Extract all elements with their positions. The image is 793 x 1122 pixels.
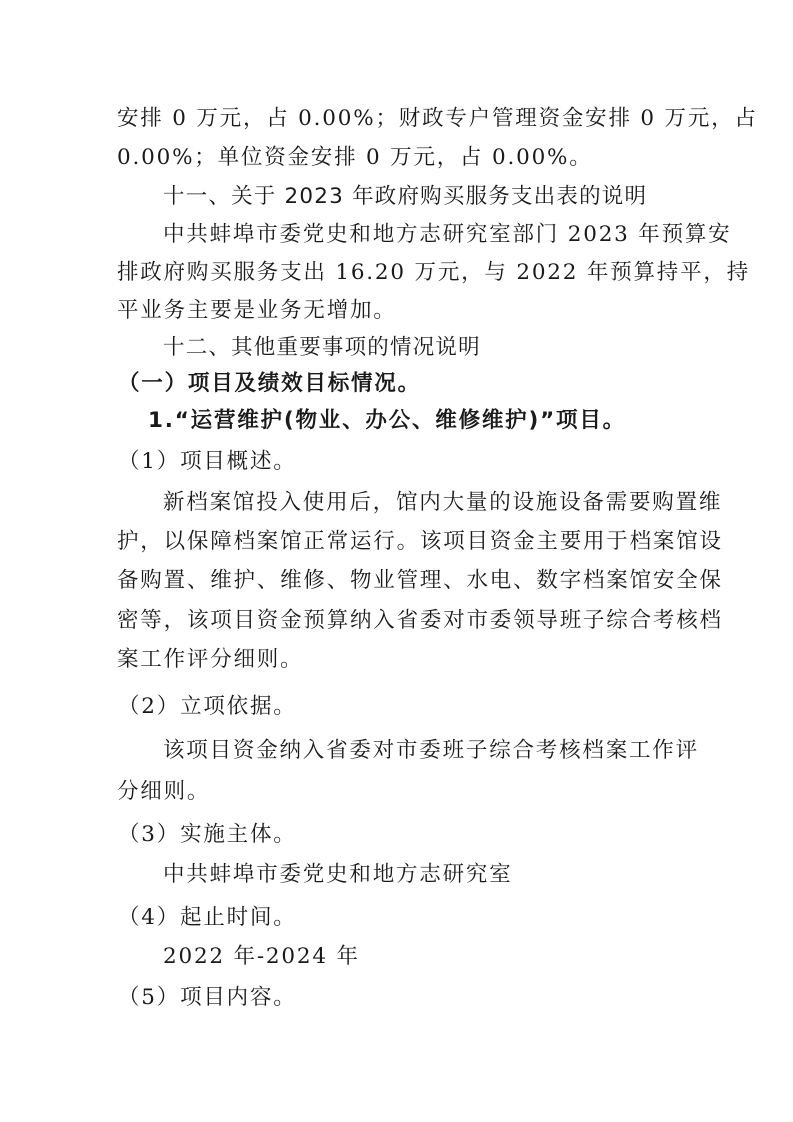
text-line: 中共蚌埠市委党史和地方志研究室部门 2023 年预算安 (163, 222, 732, 247)
item-heading: （2）立项依据。 (118, 694, 297, 719)
section-heading: 十二、其他重要事项的情况说明 (163, 335, 481, 360)
text-line: 排政府购买服务支出 16.20 万元，与 2022 年预算持平，持 (117, 260, 751, 285)
project-heading: 1.“运营维护(物业、办公、维修维护)”项目。 (148, 408, 626, 433)
item-heading: （5）项目内容。 (118, 985, 297, 1010)
text-line: 护，以保障档案馆正常运行。该项目资金主要用于档案馆设 (117, 529, 723, 554)
subsection-heading: （一）项目及绩效目标情况。 (118, 371, 421, 396)
text-line: 中共蚌埠市委党史和地方志研究室 (163, 862, 513, 887)
text-line: 平业务主要是业务无增加。 (117, 298, 397, 323)
item-heading: （3）实施主体。 (118, 822, 297, 847)
text-line: 该项目资金纳入省委对市委班子综合考核档案工作评 (163, 738, 699, 763)
text-line: 2022 年-2024 年 (163, 944, 360, 969)
text-line: 案工作评分细则。 (117, 647, 304, 672)
section-heading: 十一、关于 2023 年政府购买服务支出表的说明 (163, 184, 648, 209)
item-heading: （1）项目概述。 (118, 449, 297, 474)
text-line: 安排 0 万元，占 0.00%；财政专户管理资金安排 0 万元，占 (117, 106, 758, 131)
item-heading: （4）起止时间。 (118, 905, 297, 930)
text-line: 新档案馆投入使用后，馆内大量的设施设备需要购置维 (163, 490, 723, 515)
text-line: 分细则。 (117, 779, 211, 804)
text-line: 密等，该项目资金预算纳入省委对市委领导班子综合考核档 (117, 608, 723, 633)
text-line: 0.00%；单位资金安排 0 万元，占 0.00%。 (117, 145, 593, 170)
text-line: 备购置、维护、维修、物业管理、水电、数字档案馆安全保 (117, 568, 723, 593)
